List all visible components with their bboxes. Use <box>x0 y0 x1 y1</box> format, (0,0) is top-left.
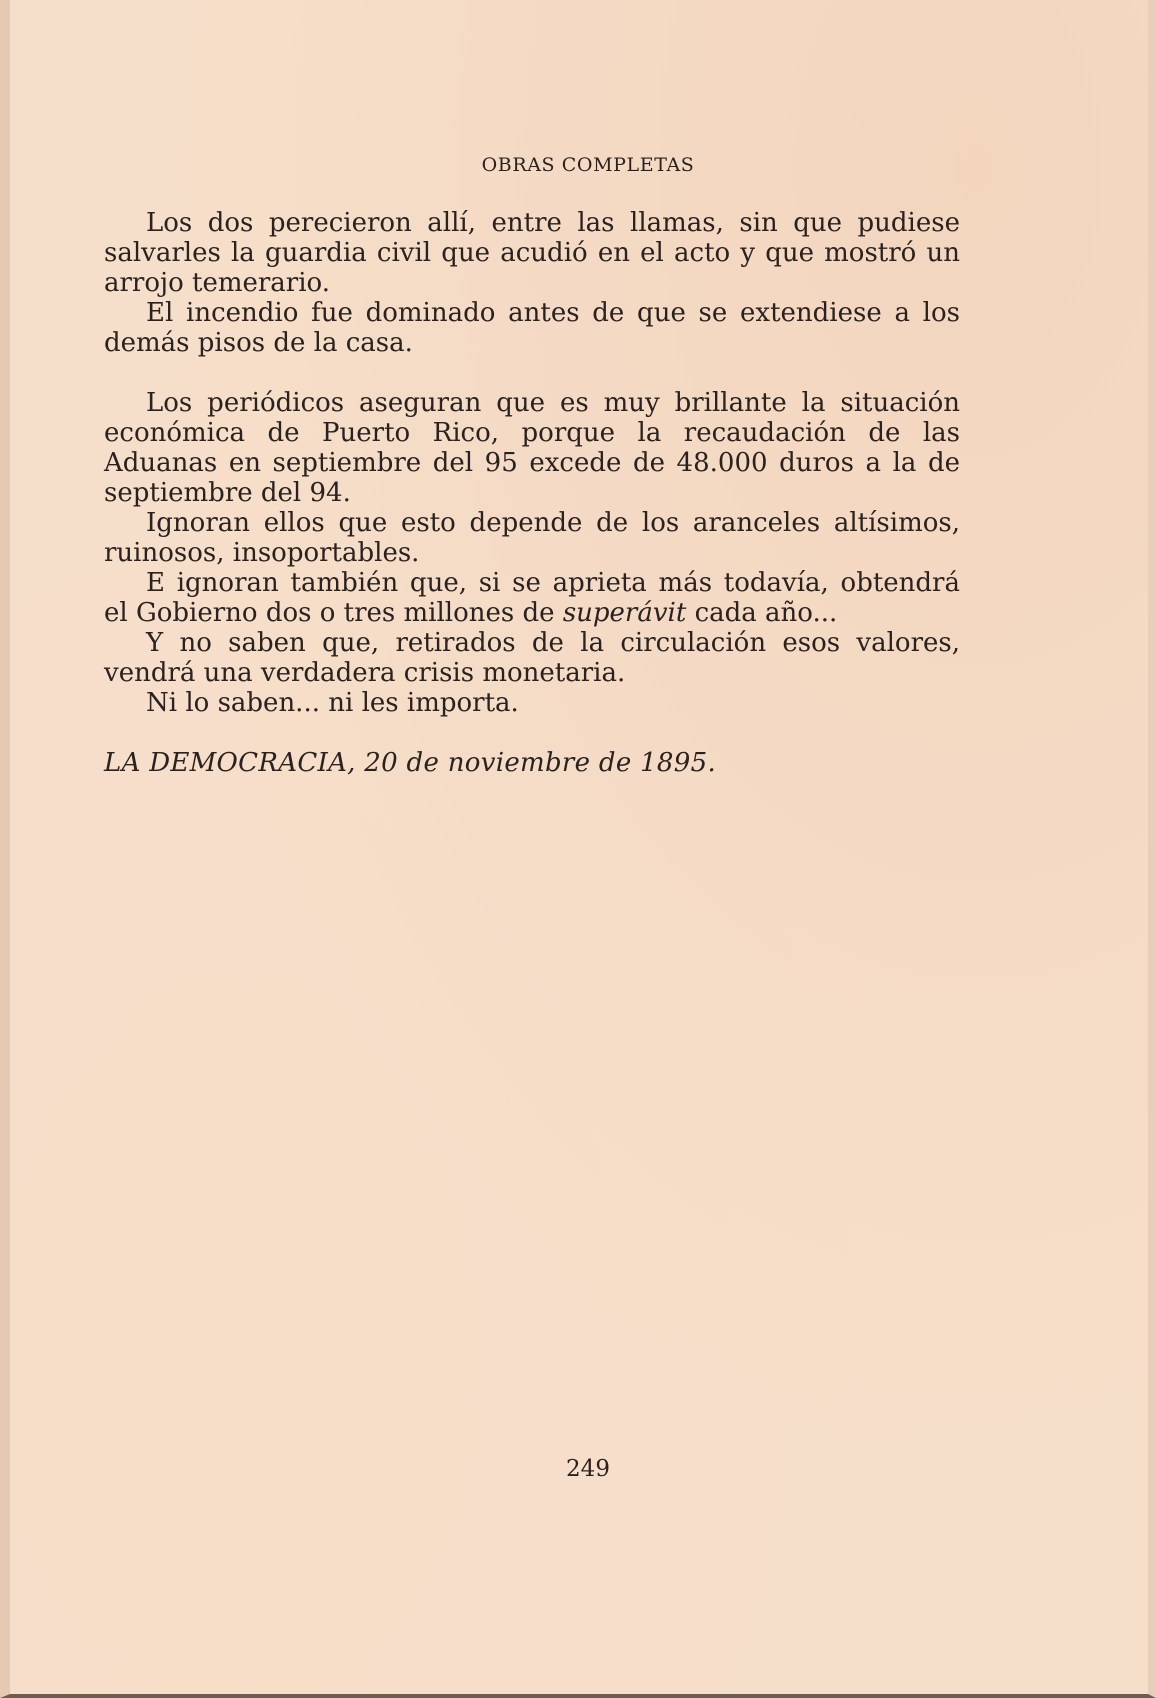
paragraph-fire-victims: Los dos perecieron allí, entre las llamas, sin que pudiese salvarles la guardia civil que acudió en el acto y que mostró un arrojo temerario. <box>104 208 960 298</box>
surplus-word: superávit <box>562 598 687 628</box>
paragraph-tariffs: Ignoran ellos que esto depende de los aranceles altísimos, ruinosos, insoportables. <box>104 508 960 568</box>
source-citation: LA DEMOCRACIA, 20 de noviembre de 1895. <box>104 748 717 778</box>
page-number: 249 <box>566 1456 610 1482</box>
paragraph-fire-controlled: El incendio fue dominado antes de que se extendiese a los demás pisos de la casa. <box>104 298 960 358</box>
running-header: OBRAS COMPLETAS <box>481 154 695 176</box>
paragraph-surplus <box>104 568 960 628</box>
text-block-fire <box>104 208 960 358</box>
text-block-economy <box>104 388 960 718</box>
paragraph-closing: Ni lo saben... ni les importa. <box>146 688 519 718</box>
paragraph-monetary-crisis: Y no saben que, retirados de la circulación esos valores, vendrá una verdadera crisis monetaria. <box>104 628 960 688</box>
paragraph-newspapers: Los periódicos aseguran que es muy brillante la situación económica de Puerto Rico, porque la recaudación de las Aduanas en septiembre del 95 excede de 48.000 duros a la de septiembre del 94. <box>104 388 960 508</box>
surplus-text-before: E ignoran también que, si se aprieta más todavía, obtendrá el Gobierno dos o tres millones de <box>104 568 960 628</box>
surplus-text-after: cada año... <box>686 598 838 628</box>
